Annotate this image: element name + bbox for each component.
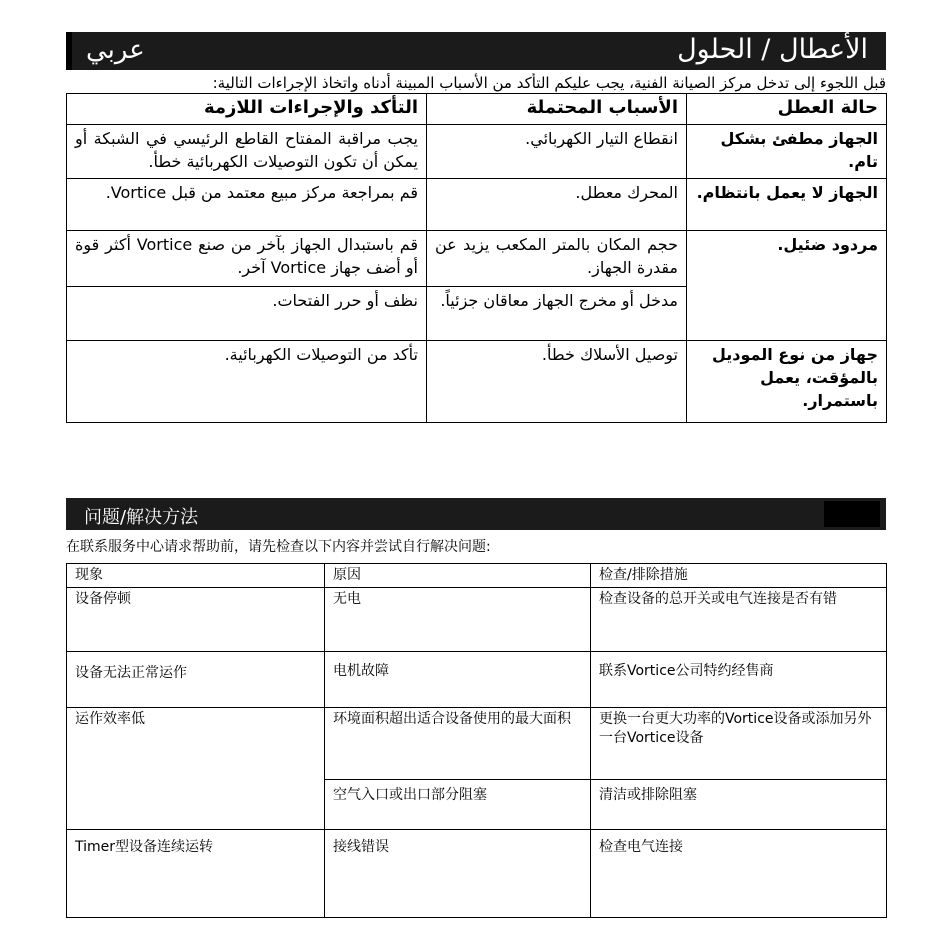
table-row — [67, 830, 887, 918]
fix-cell: نظف أو حرر الفتحات. — [67, 287, 427, 341]
cause-cell: حجم المكان بالمتر المكعب يزيد عن مقدرة الجهاز. — [427, 231, 687, 287]
cause-cell: 无电 — [325, 588, 591, 652]
chinese-intro: 在联系服务中心请求帮助前，请先检查以下内容并尝试自行解决问题: — [66, 539, 491, 555]
cause-cell: 电机故障 — [325, 652, 591, 708]
table-header-row — [67, 564, 887, 588]
cause-cell: 空气入口或出口部分阻塞 — [325, 780, 591, 830]
header-fix: 检查/排除措施 — [591, 564, 887, 588]
arabic-language-label: عربي — [86, 35, 145, 65]
header-cause: الأسباب المحتملة — [427, 94, 687, 125]
chinese-troubleshooting-table — [66, 563, 887, 918]
symptom-cell: جهاز من نوع الموديل بالمؤقت، يعمل باستمرار. — [687, 341, 887, 423]
fix-cell: 清洁或排除阻塞 — [591, 780, 887, 830]
table-header-row — [67, 94, 887, 125]
header-cause: 原因 — [325, 564, 591, 588]
arabic-title: الأعطال / الحلول — [677, 34, 868, 65]
table-row — [67, 588, 887, 652]
symptom-cell: 设备无法正常运作 — [67, 652, 325, 708]
header-fix: التأكد والإجراءات اللازمة — [67, 94, 427, 125]
arabic-troubleshooting-table — [66, 93, 887, 423]
cause-cell: المحرك معطل. — [427, 179, 687, 231]
table-row — [67, 708, 887, 780]
arabic-intro: قبل اللجوء إلى تدخل مركز الصيانة الفنية، يجب عليكم التأكد من الأسباب المبينة أدناه واتخاذ الإجراءات التالية: — [212, 74, 886, 92]
symptom-cell: Timer型设备连续运转 — [67, 830, 325, 918]
symptom-cell: 设备停顿 — [67, 588, 325, 652]
chinese-section — [66, 498, 886, 918]
chinese-header-bar — [66, 498, 886, 530]
cause-cell: مدخل أو مخرج الجهاز معاقان جزئياً. — [427, 287, 687, 341]
table-row — [67, 179, 887, 231]
table-row — [67, 125, 887, 179]
cause-cell: 环境面积超出适合设备使用的最大面积 — [325, 708, 591, 780]
arabic-section — [66, 32, 886, 423]
cause-cell: 接线错误 — [325, 830, 591, 918]
arabic-header-bar — [66, 32, 886, 70]
fix-cell: 检查电气连接 — [591, 830, 887, 918]
fix-cell: 检查设备的总开关或电气连接是否有错 — [591, 588, 887, 652]
cause-cell: انقطاع التيار الكهربائي. — [427, 125, 687, 179]
fix-cell: تأكد من التوصيلات الكهربائية. — [67, 341, 427, 423]
fix-cell: قم بمراجعة مركز مبيع معتمد من قبل Vortice. — [67, 179, 427, 231]
table-row — [67, 652, 887, 708]
header-symptom: 现象 — [67, 564, 325, 588]
fix-cell: يجب مراقبة المفتاح القاطع الرئيسي في الشبكة أو يمكن أن تكون التوصيلات الكهربائية خطأ. — [67, 125, 427, 179]
chinese-title: 问题/解决方法 — [84, 507, 199, 528]
fix-cell: 联系Vortice公司特约经售商 — [591, 652, 887, 708]
cause-cell: توصيل الأسلاك خطأ. — [427, 341, 687, 423]
table-row — [67, 341, 887, 423]
fix-cell: 更换一台更大功率的Vortice设备或添加另外一台Vortice设备 — [591, 708, 887, 780]
fix-cell: قم باستبدال الجهاز بآخر من صنع Vortice أكثر قوة أو أضف جهاز Vortice آخر. — [67, 231, 427, 287]
symptom-cell: مردود ضئيل. — [687, 231, 887, 341]
header-black-tab — [824, 501, 880, 527]
symptom-cell: 运作效率低 — [67, 708, 325, 830]
symptom-cell: الجهاز لا يعمل بانتظام. — [687, 179, 887, 231]
table-row — [67, 231, 887, 287]
symptom-cell: الجهاز مطفئ بشكل تام. — [687, 125, 887, 179]
header-symptom: حالة العطل — [687, 94, 887, 125]
